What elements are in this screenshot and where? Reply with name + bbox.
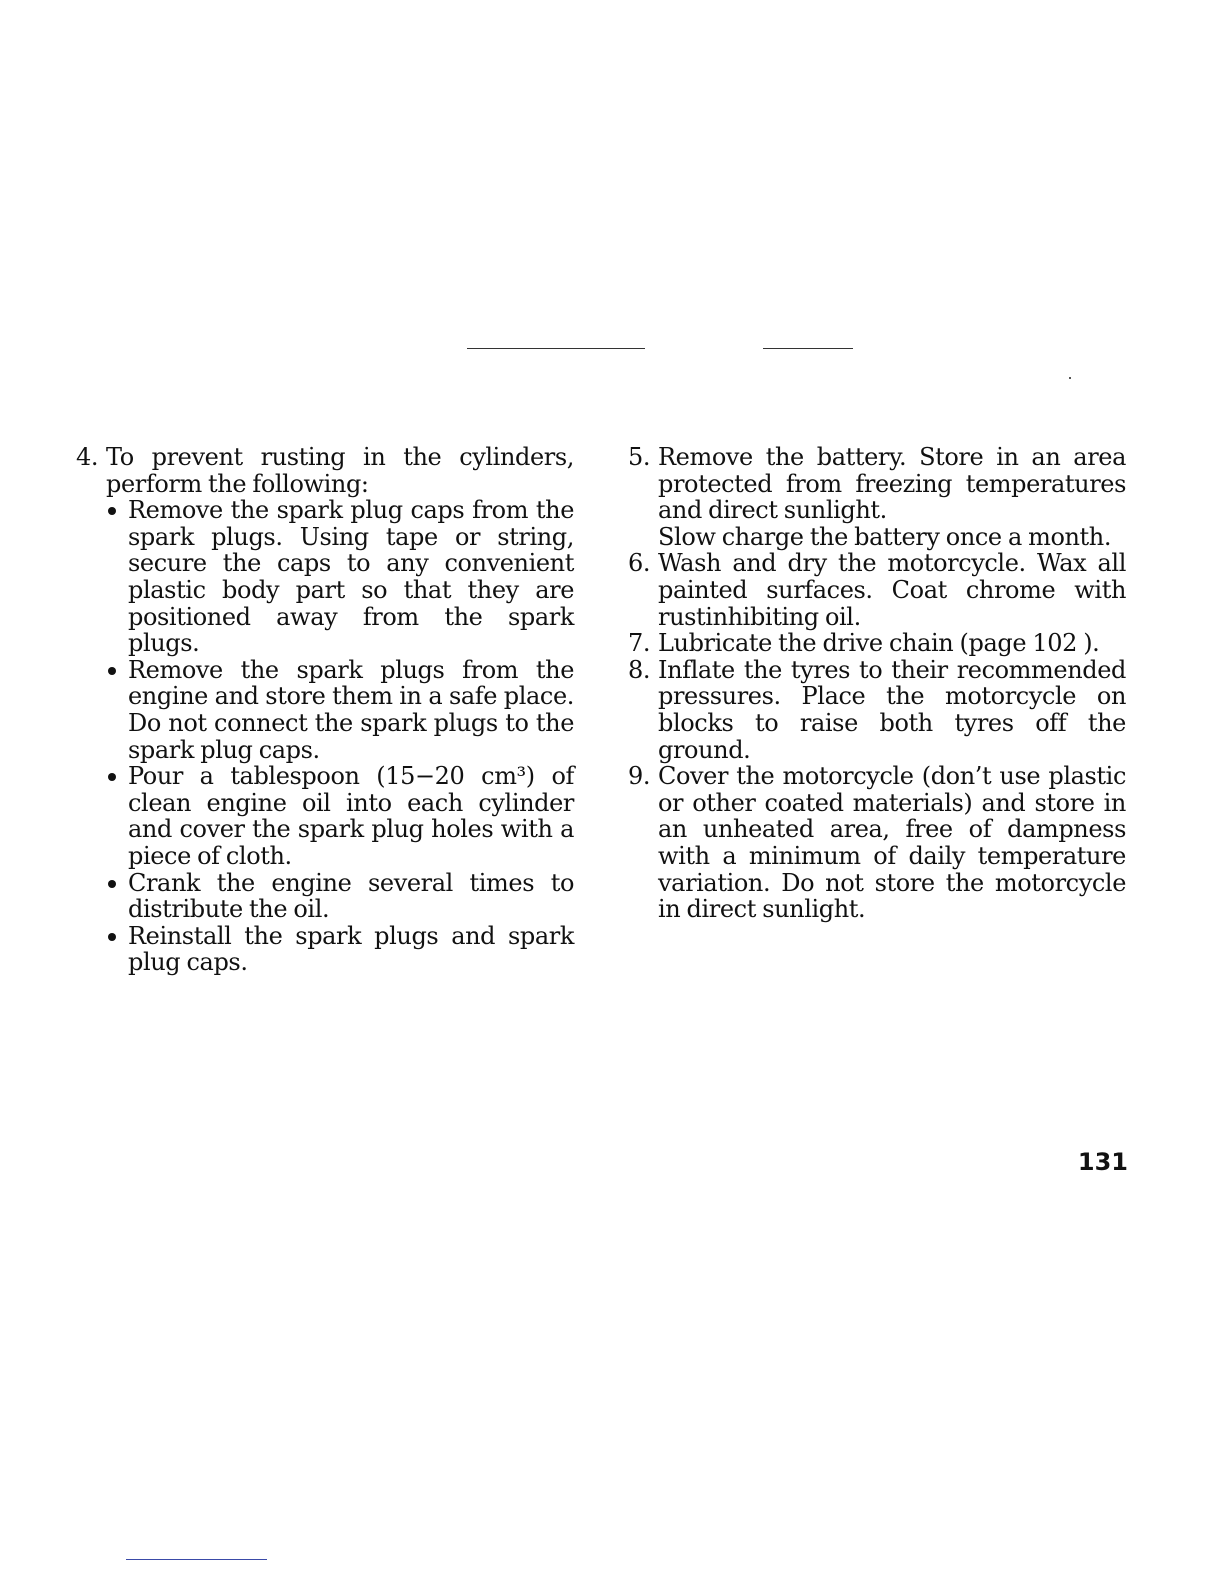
item-text: Lubricate the drive chain (page 102 ). <box>658 629 1100 658</box>
item-number: 9. <box>628 762 651 791</box>
list-item-8 <box>628 657 1126 763</box>
bullet-icon <box>108 507 116 515</box>
item-number: 8. <box>628 655 651 684</box>
item-text: Inflate the tyres to their recommended pressures. Place the motorcycle on blocks to raise both tyres off the ground. <box>658 655 1126 764</box>
bullet-text: Reinstall the spark plugs and spark plug caps. <box>128 921 574 977</box>
bullet-icon <box>108 773 116 781</box>
list-item-7 <box>628 630 1126 657</box>
bullet-icon <box>108 880 116 888</box>
item-number: 5. <box>628 443 651 471</box>
item-number: 6. <box>628 549 651 578</box>
list-item-9 <box>628 763 1126 923</box>
bullet-text: Pour a tablespoon (15−20 cm³) of clean engine oil into each cylinder and cover the spark plug holes with a piece of cloth. <box>128 762 574 870</box>
bullet-item <box>105 923 574 976</box>
bullet-item <box>105 657 574 763</box>
scan-speck <box>1069 377 1071 379</box>
list-item-4 <box>76 444 574 497</box>
list-item-5 <box>628 444 1126 550</box>
bullet-text: Remove the spark plug caps from the spark plugs. Using tape or string, secure the caps to any convenient plastic body part so that they are positioned away from the spark plugs. <box>128 496 574 658</box>
header-rule-right <box>763 348 853 349</box>
item-text: To prevent rusting in the cylinders, perform the following: <box>106 443 574 498</box>
bullet-icon <box>108 933 116 941</box>
item-note: Slow charge the battery once a month. <box>658 522 1112 551</box>
footer-rule <box>126 1559 267 1560</box>
header-rule-left <box>467 348 645 349</box>
item-number: 7. <box>628 629 651 658</box>
bullet-item <box>105 497 574 657</box>
page-number: 131 <box>1077 1148 1128 1176</box>
bullet-text: Crank the engine several times to distribute the oil. <box>128 868 574 924</box>
bullet-text: Remove the spark plugs from the engine and store them in a safe place. Do not connect the spark plugs to the spark plug caps. <box>128 655 574 764</box>
item-text: Wash and dry the motorcycle. Wax all painted surfaces. Coat chrome with rustinhibiting oil. <box>658 549 1126 631</box>
list-item-6 <box>628 550 1126 630</box>
left-column <box>76 444 574 976</box>
bullet-item <box>105 763 574 869</box>
bullet-icon <box>108 667 116 675</box>
right-column <box>628 444 1126 923</box>
item-text: Remove the battery. Store in an area protected from freezing temperatures and direct sunlight. <box>658 443 1126 525</box>
item-text: Cover the motorcycle (don’t use plastic or other coated materials) and store in an unheated area, free of dampness with a minimum of daily temperature variation. Do not store the motorcycle in direct sunlight. <box>658 762 1126 924</box>
item-number: 4. <box>76 443 99 471</box>
bullet-item <box>105 870 574 923</box>
